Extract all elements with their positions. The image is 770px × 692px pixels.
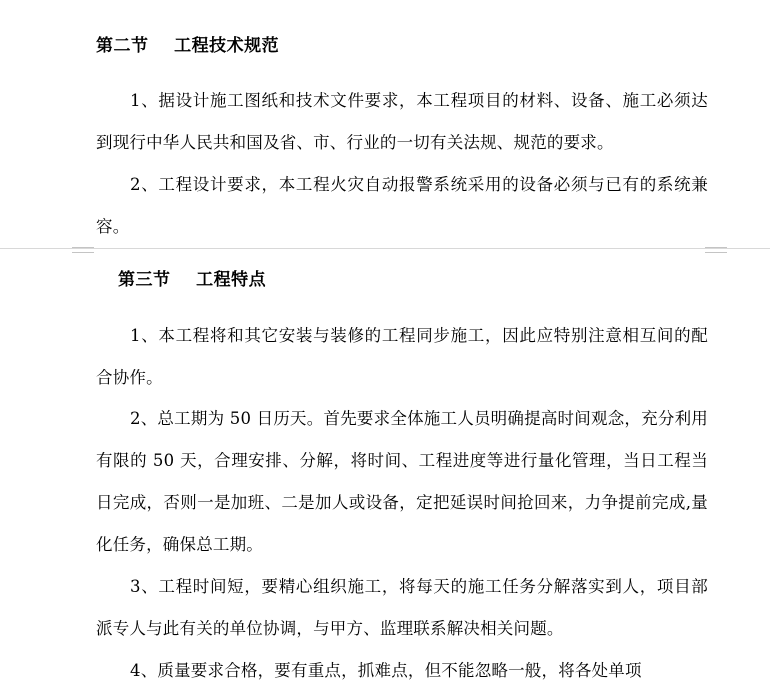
- paragraph-features-4: 4、质量要求合格，要有重点，抓难点，但不能忽略一般，将各处单项: [130, 661, 642, 680]
- paragraph-specs-2: 2、工程设计要求，本工程火灾自动报警系统采用的设备必须与已有的系统兼容。: [96, 175, 708, 236]
- section-heading-technical-specs: 第二节 工程技术规范: [96, 36, 280, 56]
- right-margin-marker: [705, 247, 727, 253]
- paragraph-features-1: 1、本工程将和其它安装与装修的工程同步施工，因此应特别注意相互间的配合协作。: [96, 326, 708, 387]
- paragraph-features-3: 3、工程时间短，要精心组织施工，将每天的施工任务分解落实到人，项目部派专人与此有关的单位协调，与甲方、监理联系解决相关问题。: [96, 577, 708, 638]
- paragraph-specs-1: 1、据设计施工图纸和技术文件要求，本工程项目的材料、设备、施工必须达到现行中华人民共和国及省、市、行业的一切有关法规、规范的要求。: [96, 91, 708, 152]
- section-heading-project-features: 第三节 工程特点: [118, 270, 267, 290]
- left-margin-marker: [72, 247, 94, 253]
- paragraph-features-2: 2、总工期为 50 日历天。首先要求全体施工人员明确提高时间观念，充分利用有限的 50 天，合理安排、分解，将时间、工程进度等进行量化管理，当日工程当日完成，否则一是加班、二是加人或设备，定把延误时间抢回来，力争提前完成,量化任务，确保总工期。: [96, 409, 708, 554]
